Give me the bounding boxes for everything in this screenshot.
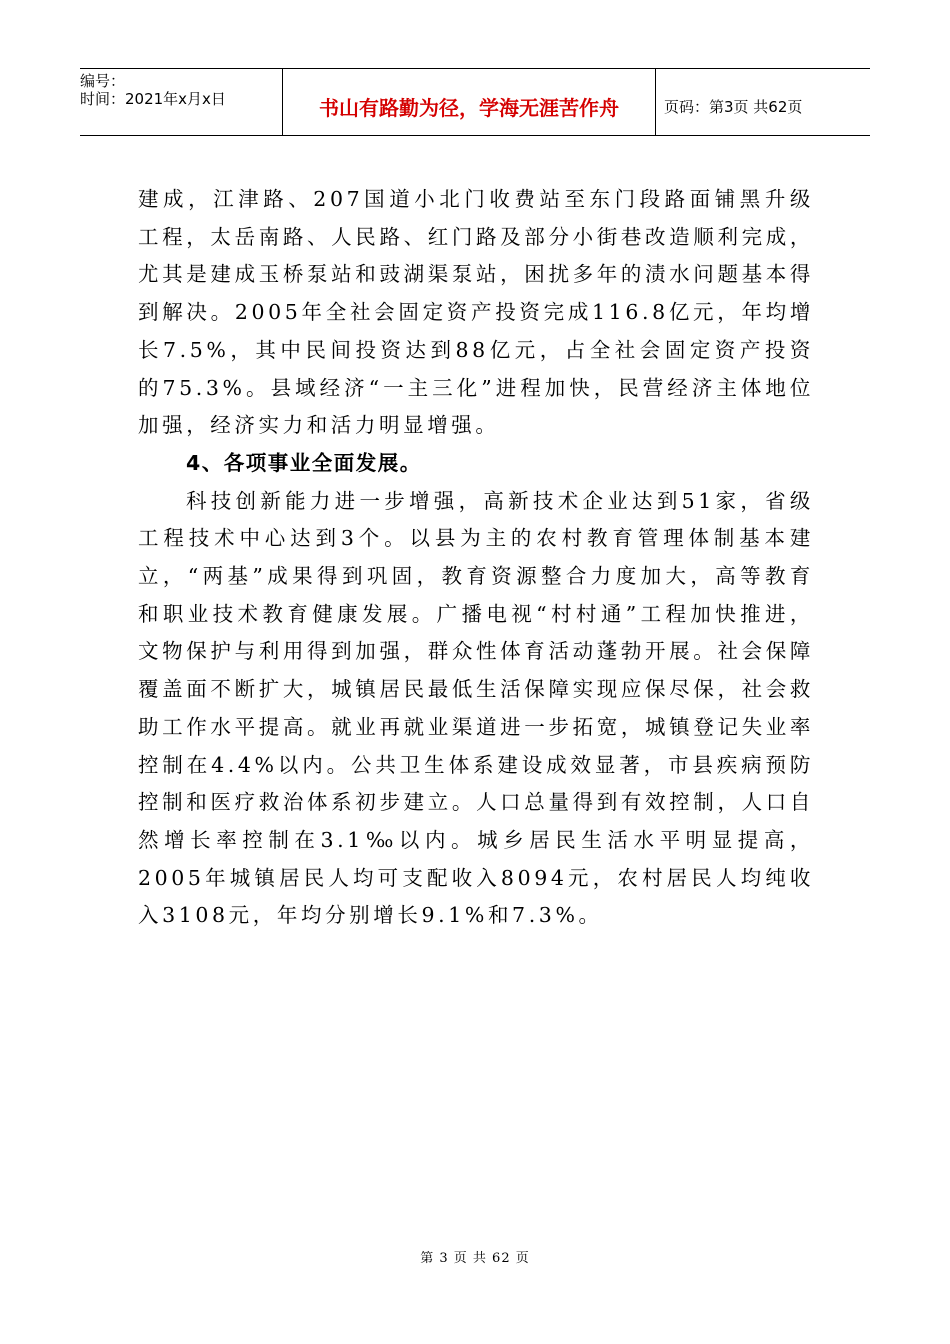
header-motto: 书山有路勤为径，学海无涯苦作舟 (283, 69, 656, 135)
section-heading: 4、各项事业全面发展。 (186, 450, 422, 475)
document-number-label: 编号： (80, 72, 126, 90)
document-body (138, 181, 814, 935)
body-paragraph: 科技创新能力进一步增强，高新技术企业达到51家，省级工程技术中心达到3个。以县为主的农村教育管理体制基本建立，“两基”成果得到巩固，教育资源整合力度加大，高等教育和职业技术教育健康发展。广播电视“村村通”工程加快推进，文物保护与利用得到加强，群众性体育活动蓬勃开展。社会保障覆盖面不断扩大，城镇居民最低生活保障实现应保尽保，社会救助工作水平提高。就业再就业渠道进一步拓宽，城镇登记失业率控制在4.4%以内。公共卫生体系建设成效显著，市县疾病预防控制和医疗救治体系初步建立。人口总量得到有效控制，人口自然增长率控制在3.1‰以内。城乡居民生活水平明显提高，2005年城镇居民人均可支配收入8094元，农村居民人均纯收入3108元，年均分别增长9.1%和7.3%。 (138, 488, 814, 928)
body-paragraph: 建成，江津路、207国道小北门收费站至东门段路面铺黑升级工程，太岳南路、人民路、红门路及部分小街巷改造顺利完成，尤其是建成玉桥泵站和豉湖渠泵站，困扰多年的渍水问题基本得到解决。2005年全社会固定资产投资完成116.8亿元，年均增长7.5%，其中民间投资达到88亿元，占全社会固定资产投资的75.3%。县域经济“一主三化”进程加快，民营经济主体地位加强，经济实力和活力明显增强。 (138, 187, 814, 438)
page-footer: 第 3 页 共 62 页 (420, 1251, 530, 1266)
header-page-number: 页码：第3页 共62页 (664, 97, 803, 116)
page-header (80, 68, 870, 136)
header-meta (80, 69, 283, 135)
document-date: 时间：2021年x月x日 (80, 90, 226, 108)
